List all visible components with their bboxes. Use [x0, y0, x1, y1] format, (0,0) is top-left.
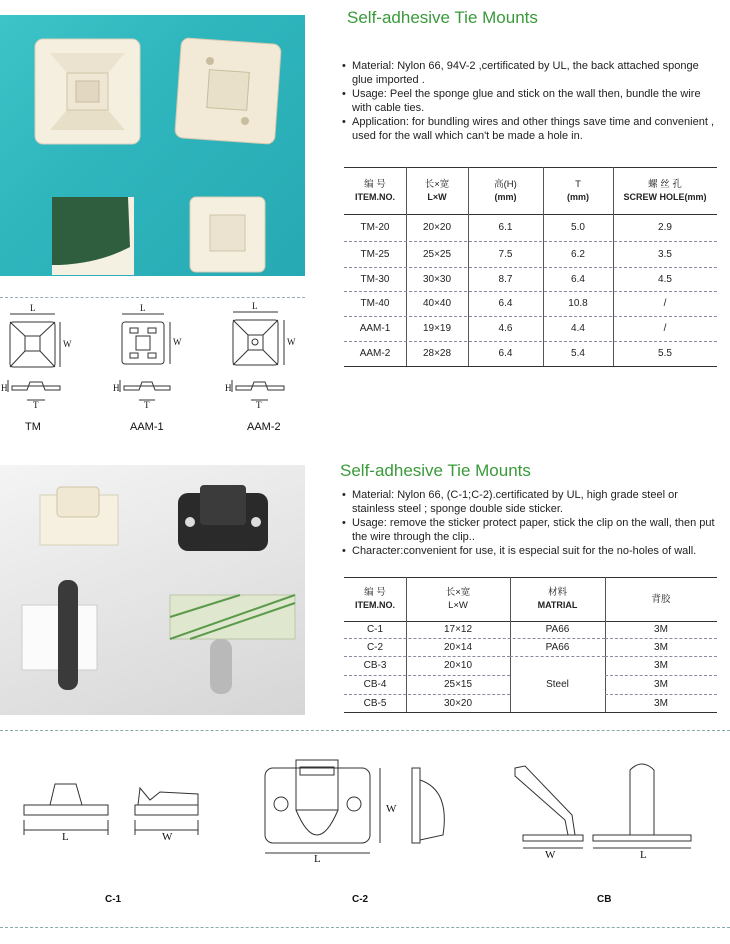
- tm-diagrams: [0, 300, 305, 440]
- dim-label-T: T: [256, 400, 262, 410]
- label-cb: CB: [597, 894, 612, 905]
- dim-label-W: W: [173, 337, 182, 347]
- material-steel: Steel: [546, 678, 569, 690]
- dim-label-L: L: [252, 301, 258, 311]
- table-row: CB-3 20×10 Steel 3M: [344, 656, 717, 675]
- label-c1: C-1: [105, 894, 122, 905]
- label-tm: TM: [25, 421, 41, 433]
- cb-end-drawing: [593, 764, 691, 848]
- section1-diagram-divider: [0, 297, 305, 298]
- table-row: TM-20 20×20 6.1 5.0 2.9: [360, 222, 672, 233]
- product-photo-clips: [0, 465, 305, 715]
- tie-mount-photo-art: [0, 15, 305, 276]
- table-row: TM-25 25×25 7.5 6.2 3.5: [360, 248, 672, 260]
- col-header-screw-hole: 螺 丝 孔 SCREW HOLE(mm): [623, 178, 707, 202]
- table-row: AAM-1 19×19 4.6 4.4 /: [359, 323, 667, 334]
- tm-mount-image: [35, 39, 140, 144]
- c1-clip-image: [40, 487, 118, 545]
- section1-title: Self-adhesive Tie Mounts: [347, 8, 538, 27]
- col-header-height: 高(H) (mm): [494, 178, 517, 202]
- bullet-application: • Application: for bundling wires and other things save time and convenient , used for the wall which can't be made a hole in.: [340, 116, 715, 143]
- aam1-side-drawing: [120, 380, 170, 400]
- product-photo-tie-mounts: [0, 15, 305, 276]
- section2-diagram-divider-top: [0, 730, 730, 731]
- dim-label-L: L: [640, 849, 647, 861]
- dim-label-T: T: [33, 400, 39, 410]
- section2-bullets: [340, 489, 715, 560]
- table-row: TM-30 30×30 8.7 6.4 4.5: [360, 273, 672, 285]
- clip-photo-art: [0, 465, 305, 715]
- col-header-adhesive: 背胶: [651, 593, 671, 605]
- dim-label-T: T: [144, 400, 150, 410]
- section1-bullets: [340, 60, 715, 145]
- dim-label-W: W: [287, 337, 296, 347]
- aam1-plan-drawing: [122, 314, 170, 364]
- table-row: TM-40 40×40 6.4 10.8 /: [360, 298, 667, 309]
- label-aam2: AAM-2: [247, 421, 281, 433]
- table-row: AAM-2 28×28 6.4 5.4 5.5: [359, 348, 672, 359]
- bullet-usage: • Usage: remove the sticker protect paper, stick the clip on the wall, then put the wire through the clip..: [340, 517, 715, 544]
- dim-label-H: H: [113, 383, 120, 393]
- tm-plan-drawing: [10, 314, 60, 367]
- label-aam1: AAM-1: [130, 421, 164, 433]
- section2-diagram-divider-bottom: [0, 927, 730, 928]
- table-row: CB-4 25×15 3M: [363, 679, 668, 690]
- col-header-item: 编 号 ITEM.NO.: [355, 178, 395, 202]
- c2-clip-image: [178, 485, 268, 551]
- c1-side-drawing: [24, 784, 108, 835]
- c2-plan-drawing: [265, 760, 380, 853]
- label-c2: C-2: [352, 894, 369, 905]
- dim-label-H: H: [225, 383, 232, 393]
- cb-clip-image: [22, 580, 97, 690]
- dim-label-L: L: [30, 303, 36, 313]
- bullet-character: • Character:convenient for use, it is especial suit for the no-holes of wall.: [340, 545, 715, 559]
- clip-diagrams: [0, 740, 730, 890]
- aam-mount-image: [190, 197, 265, 272]
- dim-label-L: L: [140, 303, 146, 313]
- section2-title: Self-adhesive Tie Mounts: [340, 461, 531, 480]
- dim-label-W: W: [162, 831, 173, 843]
- table-row: C-1 17×12 PA66 3M: [366, 624, 668, 635]
- dim-label-L: L: [62, 831, 69, 843]
- tm-screw-mount-image: [175, 38, 282, 145]
- cb-sticker-image: [170, 595, 295, 694]
- adhesive-backing-image: [52, 197, 134, 275]
- bullet-material: • Material: Nylon 66, 94V-2 ,certificated by UL, the back attached sponge glue imported .: [340, 60, 715, 87]
- dim-label-L: L: [314, 853, 321, 865]
- cb-side-drawing: [515, 766, 583, 848]
- dim-label-W: W: [63, 339, 72, 349]
- dim-label-H: H: [1, 383, 8, 393]
- col-header-size: 长×宽 L×W: [445, 587, 471, 611]
- dim-label-W: W: [545, 849, 556, 861]
- col-header-t: T (mm): [567, 178, 589, 202]
- c2-side-drawing: [412, 768, 444, 843]
- table-row: C-2 20×14 PA66 3M: [366, 641, 668, 653]
- aam2-side-drawing: [232, 380, 284, 400]
- col-header-material: 材料 MATRIAL: [537, 587, 578, 610]
- bullet-material: • Material: Nylon 66, (C-1;C-2).certificated by UL, high grade steel or stainless steel ; sponge double side sticker.: [340, 489, 715, 516]
- table-row: CB-5 30×20 3M: [363, 697, 668, 709]
- bullet-usage: • Usage: Peel the sponge glue and stick on the wall then, bundle the wire with cable ties.: [340, 88, 715, 115]
- dim-label-W: W: [386, 803, 397, 815]
- col-header-size: 长×宽 L×W: [424, 178, 450, 202]
- col-header-item: 编 号 ITEM.NO.: [355, 587, 395, 610]
- aam2-plan-drawing: [233, 312, 284, 365]
- tm-side-drawing: [8, 380, 60, 400]
- c1-end-drawing: [135, 788, 198, 835]
